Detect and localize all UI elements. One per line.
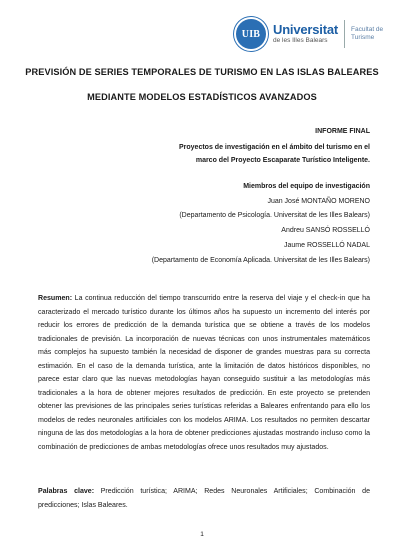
keywords-paragraph bbox=[38, 485, 370, 512]
university-name: Universitat bbox=[273, 22, 338, 38]
team-member: Andreu SANSÓ ROSSELLÓ bbox=[281, 227, 370, 234]
team-heading: Miembros del equipo de investigación bbox=[243, 183, 370, 190]
university-wordmark bbox=[273, 23, 338, 45]
faculty-line-2: Turisme bbox=[351, 34, 375, 41]
university-logo bbox=[234, 14, 383, 54]
keywords-label: Palabras clave: bbox=[38, 488, 101, 495]
abstract-label: Resumen: bbox=[38, 295, 75, 302]
uib-seal-icon: UIB bbox=[234, 17, 268, 51]
abstract-paragraph bbox=[38, 292, 370, 454]
faculty-line-1: Facultat de bbox=[351, 25, 384, 33]
report-label: INFORME FINAL bbox=[315, 128, 370, 135]
project-line-1: Proyectos de investigación en el ámbito del turismo en el bbox=[179, 144, 370, 151]
team-member: Jaume ROSSELLÓ NADAL bbox=[284, 242, 370, 249]
team-affiliation: (Departamento de Psicología. Universitat de les Illes Balears) bbox=[179, 212, 370, 219]
team-member: Juan José MONTAÑO MORENO bbox=[267, 198, 370, 205]
document-title-line-2: MEDIANTE MODELOS ESTADÍSTICOS AVANZADOS bbox=[87, 92, 317, 102]
logo-divider bbox=[344, 20, 345, 48]
faculty-label bbox=[351, 26, 383, 42]
document-title-line-1: PREVISIÓN DE SERIES TEMPORALES DE TURISMO EN LAS ISLAS BALEARES bbox=[25, 67, 379, 77]
page-number: 1 bbox=[200, 531, 204, 538]
university-subtitle: de les Illes Balears bbox=[273, 37, 328, 45]
abstract-text: La continua reducción del tiempo transcurrido entre la reserva del viaje y el check-in que ha caracterizado el mercado turístico durante los últimos años ha supuesto un incremento del interés por reducir los errores de predicción de la demanda turística que se obtiene a través de los modelos tradicionales de previsión. La incorporación de nuevas técnicas con unos instrumentales matemáticos más complejos ha supuesto también la necesidad de disponer de grandes muestras para su correcta estimación. En el caso de la demanda turística, ante la limitación de datos históricos disponibles, no parece estar claro que las nuevas metodologías hayan conseguido sustituir a las metodologías más tradicionales a la hora de obtener mejores resultados de predicción. En este proyecto se pretenden obtener las previsiones de las principales series turísticas referidas a Baleares enfrentando para ello los modelos de redes neuronales artificiales con los modelos ARIMA. Los resultados no permiten descartar ninguna de las dos metodologías a la hora de obtener predicciones ajustadas mostrando incluso como la combinación de predicciones de ambas metodologías ofrece unos resultados muy ajustados. bbox=[38, 295, 370, 451]
team-affiliation: (Departamento de Economía Aplicada. Universitat de les Illes Balears) bbox=[151, 257, 370, 264]
project-line-2: marco del Proyecto Escaparate Turístico Inteligente. bbox=[195, 157, 370, 164]
keywords-text: Predicción turística; ARIMA; Redes Neuronales Artificiales; Combinación de predicciones; Islas Baleares. bbox=[38, 488, 370, 509]
